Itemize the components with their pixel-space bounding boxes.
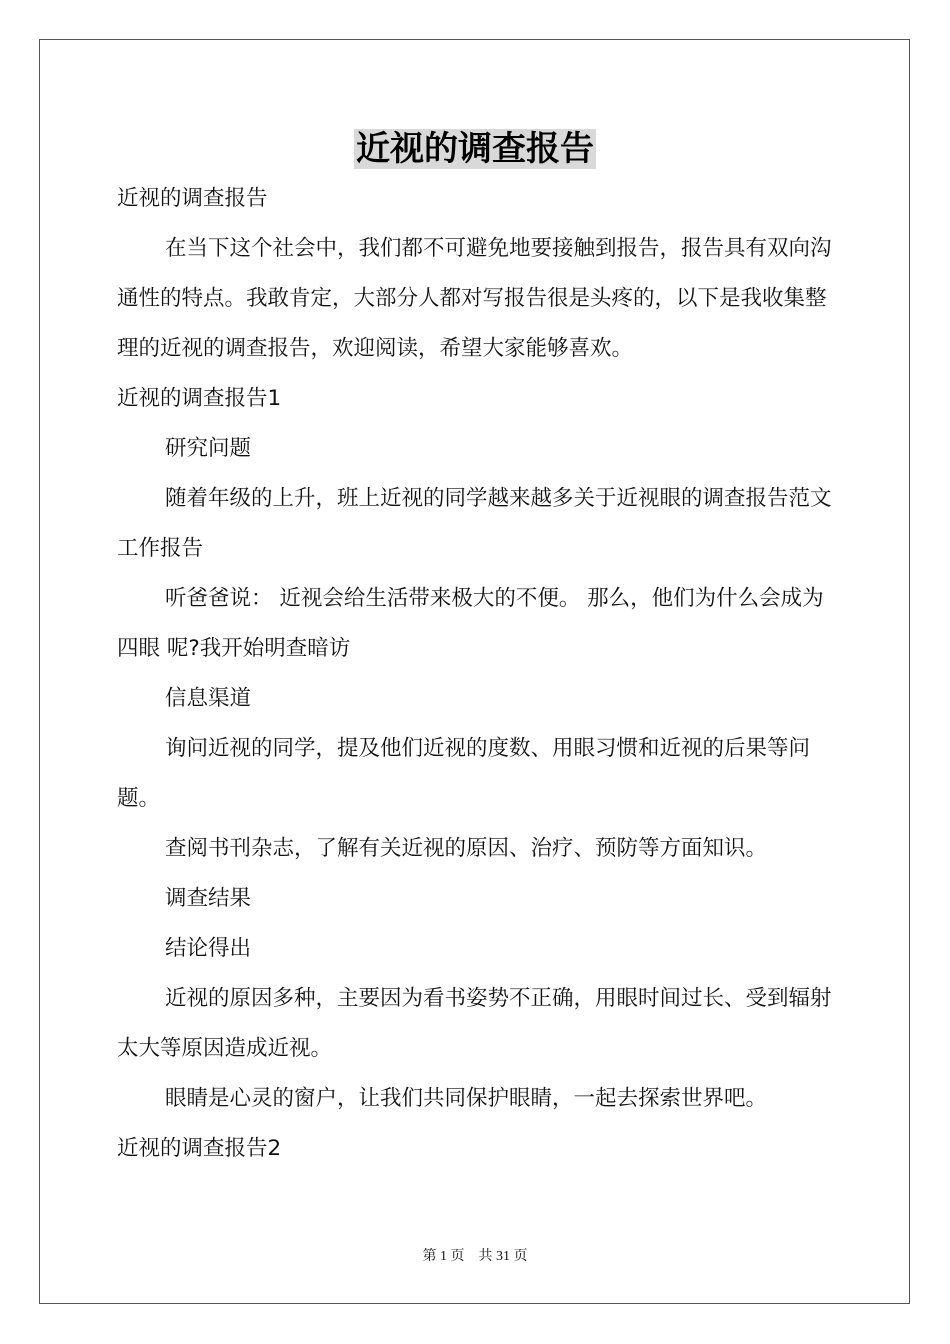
- paragraph: 信息渠道: [165, 686, 252, 711]
- paragraph: 询问近视的同学，提及他们近视的度数、用眼习惯和近视的后果等问题。: [117, 736, 811, 811]
- paragraph: 眼睛是心灵的窗户，让我们共同保护眼睛，一起去探索世界吧。: [165, 1086, 768, 1111]
- paragraph: 近视的调查报告1: [117, 386, 282, 411]
- document-body: [117, 174, 837, 1174]
- paragraph: 近视的调查报告2: [117, 1136, 282, 1161]
- document-title: 近视的调查报告: [356, 129, 594, 169]
- paragraph: 结论得出: [165, 936, 252, 961]
- document-title-block: [0, 124, 950, 174]
- paragraph: 调查结果: [165, 886, 252, 911]
- page-footer: 第 1 页 共 31 页: [422, 1249, 528, 1264]
- paragraph: 近视的调查报告: [117, 186, 268, 211]
- paragraph: 查阅书刊杂志，了解有关近视的原因、治疗、预防等方面知识。: [165, 836, 768, 861]
- paragraph: 在当下这个社会中，我们都不可避免地要接触到报告，报告具有双向沟通性的特点。我敢肯定，大部分人都对写报告很是头疼的，以下是我收集整理的近视的调查报告，欢迎阅读，希望大家能够喜欢。: [117, 236, 832, 361]
- paragraph: 研究问题: [165, 436, 252, 461]
- paragraph: 听爸爸说： 近视会给生活带来极大的不便。 那么，他们为什么会成为 四眼 呢?我开始明查暗访: [117, 586, 831, 661]
- paragraph: 随着年级的上升，班上近视的同学越来越多关于近视眼的调查报告范文工作报告: [117, 486, 832, 561]
- paragraph: 近视的原因多种，主要因为看书姿势不正确，用眼时间过长、受到辐射太大等原因造成近视。: [117, 986, 832, 1061]
